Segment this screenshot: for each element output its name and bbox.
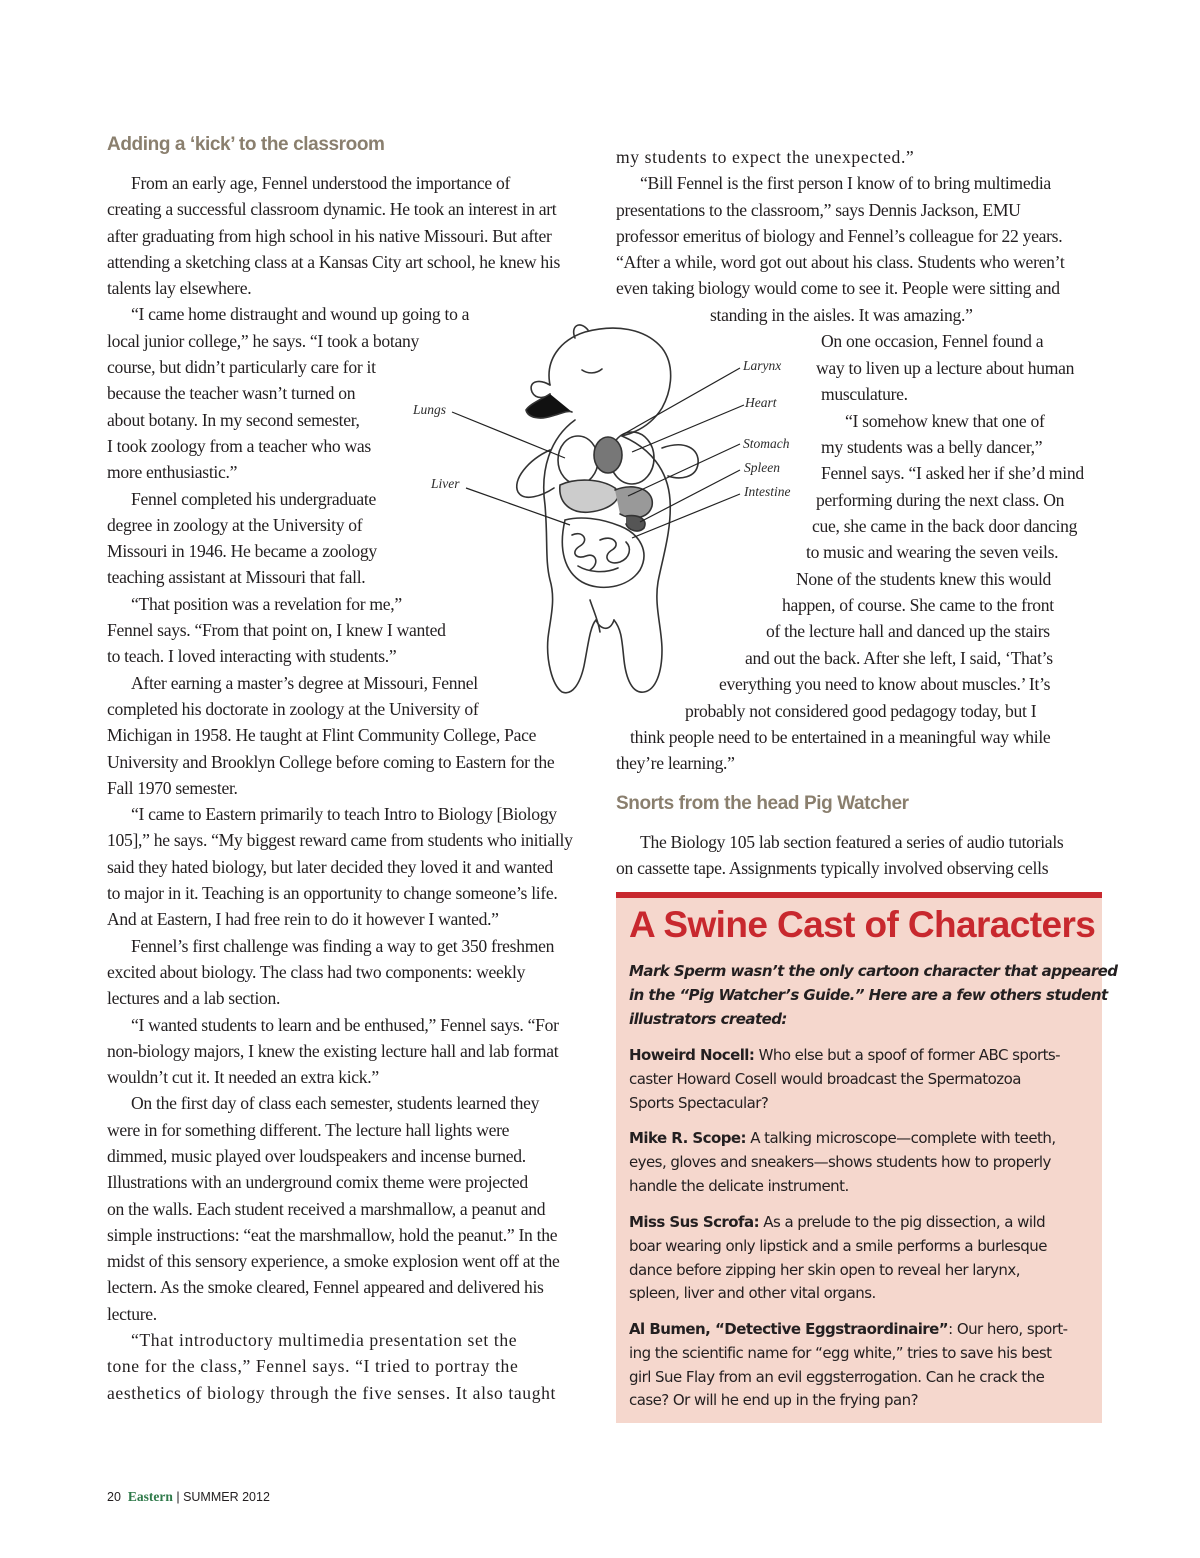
text-line: in the “Pig Watcher’s Guide.” Here are a few others student xyxy=(629,985,1108,1004)
text-line: and out the back. After she left, I said, ‘That’s xyxy=(745,648,1053,668)
text-line: ing the scientific name for “egg white,” tries to save his best xyxy=(629,1343,1052,1362)
text-line: Michigan in 1958. He taught at Flint Community College, Pace xyxy=(107,725,537,746)
text-line: my students to expect the unexpected.” xyxy=(616,147,915,167)
right-column-body xyxy=(616,144,1064,302)
text-line: “I wanted students to learn and be enthused,” Fennel says. “For xyxy=(131,1014,559,1035)
text-line: “After a while, word got out about his class. Students who weren’t xyxy=(616,252,1065,273)
text-line: non-biology majors, I knew the existing lecture hall and lab format xyxy=(107,1040,559,1061)
text-line: way to liven up a lecture about human xyxy=(816,358,1075,378)
text-line: “Bill Fennel is the first person I know of to bring multimedia xyxy=(640,173,1051,194)
text-line: Illustrations with an underground comix theme were projected xyxy=(107,1172,528,1193)
text-line: “I came to Eastern primarily to teach Intro to Biology [Biology xyxy=(131,804,557,825)
text-line: on cassette tape. Assignments typically involved observing cells xyxy=(616,858,1049,879)
sidebar-entry xyxy=(629,1211,1047,1306)
text-line: Sports Spectacular? xyxy=(629,1093,769,1112)
text-line: simple instructions: “eat the marshmallow, hold the peanut.” In the xyxy=(107,1224,558,1245)
sidebar-intro xyxy=(629,960,1117,1031)
text-line: handle the delicate instrument. xyxy=(629,1176,849,1195)
text-line: After earning a master’s degree at Missouri, Fennel xyxy=(131,672,478,693)
text-line: On the first day of class each semester, students learned they xyxy=(131,1093,540,1114)
text-line: happen, of course. She came to the front xyxy=(782,595,1054,615)
label-stomach: Stomach xyxy=(743,436,790,451)
text-line: tone for the class,” Fennel says. “I tried to portray the xyxy=(107,1356,519,1377)
text-line: And at Eastern, I had free rein to do it however I wanted.” xyxy=(107,909,499,930)
sidebar-title: A Swine Cast of Characters xyxy=(629,904,1096,945)
text-line: more enthusiastic.” xyxy=(107,462,238,483)
text-line: were in for something different. The lecture hall lights were xyxy=(107,1119,510,1140)
text-line: case? Or will he end up in the frying pan? xyxy=(629,1391,919,1410)
text-line: talents lay elsewhere. xyxy=(107,278,252,299)
issue-date: | SUMMER 2012 xyxy=(176,1490,270,1504)
text-line: about botany. In my second semester, xyxy=(107,409,360,430)
label-liver: Liver xyxy=(431,476,460,491)
text-line: on the walls. Each student received a marshmallow, a peanut and xyxy=(107,1198,546,1219)
label-heart: Heart xyxy=(745,395,777,410)
text-line: teaching assistant at Missouri that fall. xyxy=(107,567,366,588)
entry-name: Al Bumen, “Detective Eggstraordinaire” xyxy=(629,1320,949,1338)
text-line: to music and wearing the seven veils. xyxy=(806,542,1059,562)
text-line: “That position was a revelation for me,” xyxy=(131,593,402,614)
text-line: “I came home distraught and wound up going to a xyxy=(131,304,470,325)
text-line: dimmed, music played over loudspeakers and incense burned. xyxy=(107,1145,526,1166)
text-line: As a prelude to the pig dissection, a wild xyxy=(763,1213,1046,1231)
entry-name: Howeird Nocell: xyxy=(629,1046,755,1064)
text-line: The Biology 105 lab section featured a series of audio tutorials xyxy=(640,832,1064,852)
text-line: caster Howard Cosell would broadcast the Spermatozoa xyxy=(629,1069,1021,1088)
text-line: cue, she came in the back door dancing xyxy=(812,516,1078,536)
label-larynx: Larynx xyxy=(743,358,782,373)
text-line: None of the students knew this would xyxy=(796,569,1052,589)
section-heading-kick: Adding a ‘kick’ to the classroom xyxy=(107,134,385,155)
text-line: From an early age, Fennel understood the importance of xyxy=(131,173,511,193)
text-line: University and Brooklyn College before coming to Eastern for the xyxy=(107,751,555,772)
page-number: 20 xyxy=(107,1490,121,1504)
text-line: professor emeritus of biology and Fennel’s colleague for 22 years. xyxy=(616,225,1063,246)
text-line: excited about biology. The class had two components: weekly xyxy=(107,961,526,982)
text-line: Mark Sperm wasn’t the only cartoon character that appeared xyxy=(629,962,1118,980)
magazine-name: Eastern xyxy=(127,1489,173,1504)
text-line: On one occasion, Fennel found a xyxy=(821,331,1044,351)
text-line: aesthetics of biology through the five senses. It also taught xyxy=(107,1382,556,1403)
text-line: local junior college,” he says. “I took a botany xyxy=(107,330,419,351)
text-line: attending a sketching class at a Kansas City art school, he knew his xyxy=(107,251,561,272)
text-line: even taking biology would come to see it. People were sitting and xyxy=(616,278,1060,299)
text-line: A talking microscope—complete with teeth, xyxy=(750,1129,1056,1147)
text-line: because the teacher wasn’t turned on xyxy=(107,383,356,404)
text-line: midst of this sensory experience, a smoke explosion went off at the xyxy=(107,1251,560,1272)
text-line: boar wearing only lipstick and a smile performs a burlesque xyxy=(629,1236,1047,1255)
text-line: Fennel says. “From that point on, I knew I wanted xyxy=(107,620,446,641)
text-line: Fennel’s first challenge was finding a way to get 350 freshmen xyxy=(131,935,555,956)
pig-anatomy-illustration xyxy=(400,320,820,710)
text-line: illustrators created: xyxy=(629,1009,787,1028)
text-line: completed his doctorate in zoology at the University of xyxy=(107,698,479,719)
text-line: everything you need to know about muscles.’ It’s xyxy=(719,674,1051,694)
text-line: wouldn’t cut it. It needed an extra kick.” xyxy=(107,1067,379,1088)
text-line: probably not considered good pedagogy today, but I xyxy=(685,701,1037,721)
text-line: : Our hero, sport- xyxy=(948,1320,1068,1338)
text-line: degree in zoology at the University of xyxy=(107,514,363,535)
sidebar-entry xyxy=(629,1318,1068,1413)
text-line: Who else but a spoof of former ABC sports- xyxy=(758,1046,1061,1064)
text-line: performing during the next class. On xyxy=(816,490,1065,510)
text-line: to teach. I loved interacting with students.” xyxy=(107,646,397,667)
sidebar-entry xyxy=(629,1127,1056,1198)
text-line: Missouri in 1946. He became a zoology xyxy=(107,541,377,562)
text-line: musculature. xyxy=(821,384,908,404)
entry-name: Miss Sus Scrofa: xyxy=(629,1213,760,1231)
text-line: of the lecture hall and danced up the stairs xyxy=(766,621,1050,641)
text-line: creating a successful classroom dynamic. He took an interest in art xyxy=(107,199,557,220)
text-line: eyes, gloves and sneakers—shows students how to properly xyxy=(629,1152,1051,1171)
text-line: my students was a belly dancer,” xyxy=(821,437,1043,457)
text-line: lectern. As the smoke cleared, Fennel appeared and delivered his xyxy=(107,1277,544,1298)
text-line: “That introductory multimedia presentation set the xyxy=(131,1330,518,1351)
text-line: to major in it. Teaching is an opportunity to change someone’s life. xyxy=(107,883,558,904)
page-footer xyxy=(107,1489,270,1505)
section-heading-snorts: Snorts from the head Pig Watcher xyxy=(616,793,909,814)
text-line: standing in the aisles. It was amazing.” xyxy=(710,305,973,325)
text-line: lecture. xyxy=(107,1303,157,1324)
sidebar-top-rule xyxy=(616,892,1102,898)
text-line: they’re learning.” xyxy=(616,753,735,773)
text-line: dance before zipping her skin open to reveal her larynx, xyxy=(629,1260,1020,1279)
text-line: think people need to be entertained in a meaningful way while xyxy=(630,727,1051,747)
text-line: “I somehow knew that one of xyxy=(845,411,1045,431)
text-line: after graduating from high school in his native Missouri. But after xyxy=(107,225,552,246)
text-line: presentations to the classroom,” says Dennis Jackson, EMU xyxy=(616,199,1021,220)
text-line: I took zoology from a teacher who was xyxy=(107,435,371,456)
text-line: 105],” he says. “My biggest reward came from students who initially xyxy=(107,830,573,851)
text-line: Fall 1970 semester. xyxy=(107,777,238,798)
label-spleen: Spleen xyxy=(744,460,780,475)
text-line: Fennel says. “I asked her if she’d mind xyxy=(821,463,1084,483)
label-intestine: Intestine xyxy=(744,484,791,499)
text-line: course, but didn’t particularly care for it xyxy=(107,357,376,378)
sidebar-entry xyxy=(629,1044,1060,1115)
text-line: girl Sue Flay from an evil eggsterrogation. Can he crack the xyxy=(629,1367,1045,1386)
text-line: said they hated biology, but later decided they loved it and wanted xyxy=(107,856,553,877)
label-lungs: Lungs xyxy=(413,402,447,417)
text-line: spleen, liver and other vital organs. xyxy=(629,1284,876,1303)
entry-name: Mike R. Scope: xyxy=(629,1129,746,1147)
text-line: Fennel completed his undergraduate xyxy=(131,488,376,509)
text-line: lectures and a lab section. xyxy=(107,988,281,1009)
